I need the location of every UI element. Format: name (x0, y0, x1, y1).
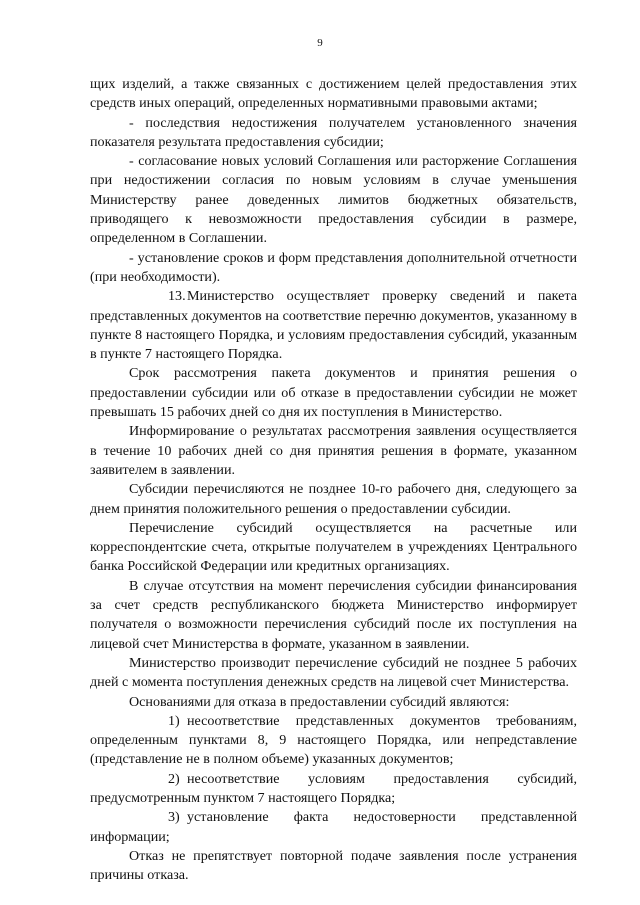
page-number: 9 (317, 37, 323, 49)
paragraph-transfer-deadline: Субсидии перечисляются не позднее 10-го рабочего дня, следующего за днем принятия положительного решения о предоставлении субсидии. (90, 481, 577, 517)
list-item-reporting: - установление сроков и форм представления дополнительной отчетности (при необходимости). (90, 249, 577, 285)
paragraph-transfer-timing: Министерство производит перечисление субсидий не позднее 5 рабочих дней с момента поступления денежных средств на лицевой счет Министерства. (90, 654, 577, 691)
paragraph-review-period: Срок рассмотрения пакета документов и принятия решения о предоставлении субсидии или об отказе в предоставлении субсидии не может превышать 15 рабочих дней со дня их поступления в Министерство. (90, 365, 577, 421)
clause-number: 13. (168, 288, 186, 305)
paragraph-transfer-accounts: Перечисление субсидий осуществляется на расчетные или корреспондентские счета, открытые получателем в учреждениях Центрального банка Российской Федерации или кредитных организациях. (90, 519, 577, 575)
paragraph-resubmission: Отказ не препятствует повторной подаче заявления после устранения причины отказа. (90, 847, 577, 884)
body-text (90, 75, 577, 885)
paragraph-funding-absence: В случае отсутствия на момент перечисления субсидии финансирования за счет средств республиканского бюджета Министерство информирует получателя о возможности перечисления субсидий после их поступления на лицевой счет Министерства в формате, указанном в заявлении. (90, 577, 577, 652)
list-item-consequences: - последствия недостижения получателем установленного значения показателя результата предоставления субсидии; (90, 114, 577, 150)
refusal-ground-3 (90, 808, 577, 847)
item-number: 2) (168, 770, 180, 787)
paragraph-notification: Информирование о результатах рассмотрения заявления осуществляется в течение 10 рабочих дней со дня принятия решения в формате, указанном заявителем в заявлении. (90, 423, 577, 478)
list-item-agreement-terms: - согласование новых условий Соглашения или расторжение Соглашения при недостижении согласия по новым условиям в случае уменьшения Министерству ранее доведенных лимитов бюджетных обязательств, приводящего к невозможности предоставления субсидии в размере, определенном в Соглашении. (90, 153, 577, 247)
item-number: 1) (168, 712, 180, 729)
paragraph-continuation: щих изделий, а также связанных с достижением целей предоставления этих средств иных операций, определенных нормативными правовыми актами; (90, 76, 577, 112)
clause-text: Министерство осуществляет проверку сведений и пакета представленных документов на соответствие перечню документов, указанному в пункте 8 настоящего Порядка, и условиям предоставления субсидий, указанным в пункте 7 настоящего Порядка. (90, 288, 577, 363)
clause-13 (90, 287, 577, 364)
item-text: установление факта недостоверности представленной информации; (90, 809, 577, 845)
paragraph-refusal-grounds: Основаниями для отказа в предоставлении субсидий являются: (129, 693, 510, 710)
refusal-ground-2 (90, 770, 577, 809)
item-number: 3) (168, 809, 180, 826)
refusal-ground-1 (90, 712, 577, 770)
item-text: несоответствие представленных документов требованиям, определенным пунктами 8, 9 настоящего Порядка, или непредставление (представление не в полном объеме) указанных документов; (90, 712, 577, 768)
item-text: несоответствие условиям предоставления субсидий, предусмотренным пунктом 7 настоящего Порядка; (90, 770, 577, 806)
